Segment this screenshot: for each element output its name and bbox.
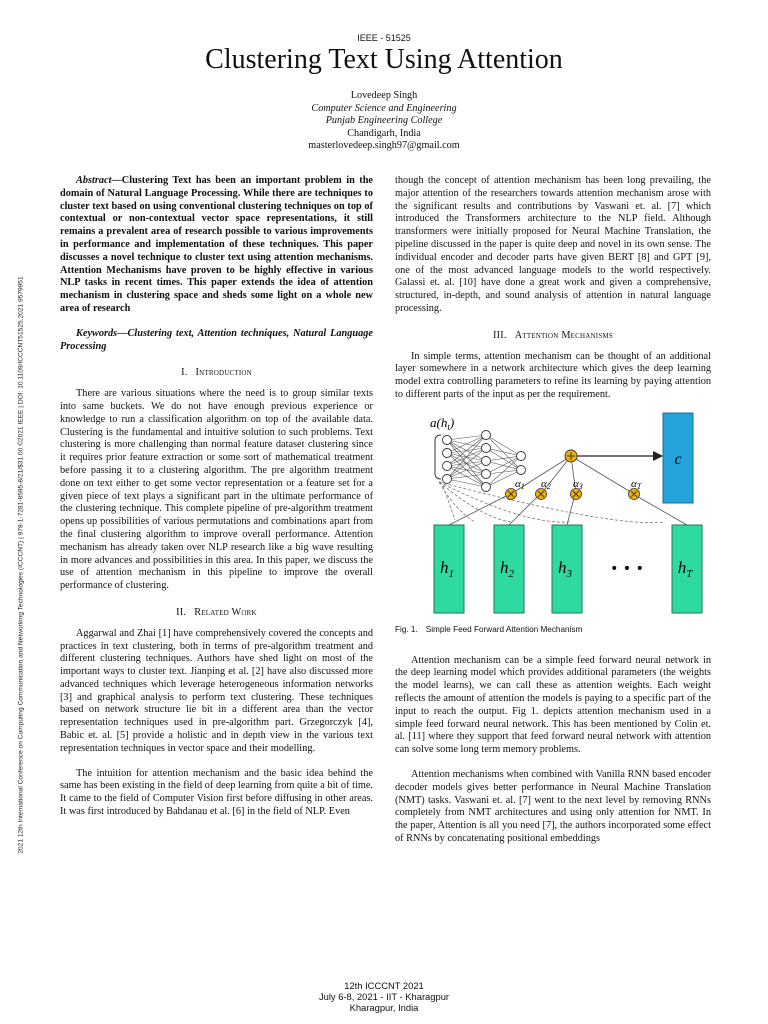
keywords-dash: —	[117, 327, 128, 339]
section-title: Introduction	[195, 367, 252, 379]
a-ht-label: $a(h_t)$	[430, 414, 455, 432]
section-numeral: I.	[181, 367, 188, 379]
abstract-text: Clustering Text has been an important problem in the domain of Natural Language Processing. While there are techniques to cluster text based on using conventional clustering techniques on top of contextual or non-contextual vector space representations, it still remains a prevalent area of research possible to various improvements in performance and implementation of these techniques. This paper discusses a novel technique to cluster text using attention mechanisms. Attention Mechanisms have proven to be highly effective in various NLP tasks in recent times. This paper extends the idea of attention mechanism in clustering space and sheds some light on a whole new area of research	[60, 175, 373, 314]
section-title: Related Work	[194, 606, 257, 618]
section-heading-introduction	[60, 367, 373, 380]
related-paragraph: The intuition for attention mechanism and the basic idea behind the same has been existing in the field of deep learning from quite a bit of time. It came to the field of Computer Vision first before diffusing in other areas. It was first introduced by Bahdanau et al. [6] in the field of NLP. Even	[60, 767, 373, 818]
footer-line-2: July 6-8, 2021 - IIT - Kharagpur	[318, 991, 450, 1002]
figure-attention-diagram	[395, 410, 711, 620]
attention-diagram-svg	[395, 410, 711, 620]
author-department: Computer Science and Engineering	[311, 102, 457, 114]
network-nodes	[443, 430, 526, 491]
svg-text:h3: $h_3$	[558, 557, 572, 580]
abstract-dash: —	[111, 175, 122, 186]
figure-caption	[395, 624, 711, 637]
keywords	[60, 328, 373, 354]
left-column	[60, 175, 373, 819]
keywords-text: Clustering text, Attention techniques, Natural Language Processing	[60, 327, 373, 352]
svg-text:α2: α2	[541, 477, 551, 491]
multiply-nodes	[506, 488, 640, 499]
section-numeral: II.	[176, 606, 187, 618]
svg-text:αT: αT	[631, 477, 642, 491]
author-city: Chandigarh, India	[347, 127, 421, 139]
doi-sidebar	[14, 175, 28, 955]
figure-caption-text: Simple Feed Forward Attention Mechanism	[425, 624, 583, 634]
author-email: masterlovedeep.singh97@gmail.com	[308, 140, 460, 151]
context-label: c	[674, 450, 682, 468]
footer-line-3: Kharagpur, India	[349, 1002, 419, 1013]
right-column	[395, 175, 711, 846]
section-title: Attention Mechanisms	[514, 329, 613, 341]
related-continuation: though the concept of attention mechanism has been long prevailing, the major attention of the researchers towards attention mechanism arose with the significant results and contributions by Vaswani et. al. [7] which introduced the Transformers architecture to the NLP field. Although transformers were initially proposed for Neural Machine Translation, the pipeline discussed in the paper is quite deep and novel in its own sense. The individual encoder and decoder parts have given BERT [8] and GPT [9], one of the most advanced language models to the world respectively. Galassi et. al. [10] have done a great work and given a comprehensive, structured, in-depth, and sound analysis of attention in natural language processing.	[395, 175, 711, 314]
author-block	[0, 90, 768, 153]
figure-label: Fig. 1.	[395, 624, 418, 634]
section-heading-attention	[395, 330, 711, 343]
page-footer	[0, 980, 768, 1013]
section-numeral: III.	[493, 329, 507, 341]
attention-paragraph: Attention mechanism can be a simple feed forward neural network in the deep learning model which provides additional parameters (the weights the model learns), we can call these as attention weights. Each weight reflects the amount of attention the models is paying to a specific part of the input to reach the output. Fig 1. depicts attention mechanism used in a simple feed forward neural network. This has been mentioned by Colin et. al. [11] where they support that feed forward neural network with attention can solve some long term memory problems.	[395, 654, 711, 756]
arrow-head	[653, 451, 663, 461]
section-heading-related-work	[60, 607, 373, 620]
author-name: Lovedeep Singh	[350, 90, 418, 101]
doi-sidebar-text: 2021 12th International Conference on Computing Communication and Networking Technologies (ICCCNT) | 978-1-7281-8595-8/21/$31.00 ©2021 IEEE | DOI: 10.1109/ICCCNT51525.2021.9579951	[17, 276, 25, 854]
footer-line-1: 12th ICCCNT 2021	[344, 980, 424, 991]
abstract	[60, 175, 373, 316]
alpha-labels	[515, 478, 642, 491]
svg-text:h1: $h_1$	[440, 557, 454, 580]
keywords-lead: Keywords	[76, 327, 118, 339]
svg-text:h2: $h_2$	[500, 557, 514, 580]
svg-text:α3: α3	[573, 477, 583, 491]
conference-id: IEEE - 51525	[357, 33, 411, 43]
input-bracket	[435, 435, 441, 479]
attention-paragraph: In simple terms, attention mechanism can be thought of an additional layer somewhere in a network architecture which gives the deep learning model extra controlling parameters to refine its learning by paying attention to different parts of the input as per the requirement.	[395, 350, 711, 400]
author-college: Punjab Engineering College	[325, 115, 443, 126]
intro-paragraph: There are various situations where the need is to group similar texts into same buckets. We do not have enough previous experience or knowledge to run a classification algorithm on top of the available data. Clustering is the fundamental and intuitive solution to such problems. Text clustering is more challenging than normal feature dataset clustering since it requires prior feature extraction or some sort of mathematical treatment before passing it to a clustering algorithm. The pre algorithm treatment done on text either to get some vector representation or a feature set for a given piece of text plays a significant part in the ultimate performance of the clustering technique. This complete pipeline of pre-algorithm treatment opens up possibilities of various permutations and combinations apart from the final clustering algorithm to improve overall performance. Attention mechanism has already taken over NLP research like a big wave resulting in more advances and possibilities in this area. In this paper, we discuss the use of attention mechanism in this pipeline to improve the overall performance of clustering.	[60, 388, 373, 592]
abstract-lead: Abstract	[76, 175, 112, 186]
ellipsis: • • •	[610, 560, 644, 577]
attention-paragraph: Attention mechanisms when combined with Vanilla RNN based encoder decoder models gives better performance in Neural Machine Translation (NMT) tasks. Vaswani et. al. [7] went to the next level by removing RNNs completely from NMT architectures and using only attention for NMT. In the paper, Attention is all you need [7], the authors incorporated some effect of RNNs by concatenating positional embeddings	[395, 768, 711, 844]
paper-title: Clustering Text Using Attention	[205, 44, 563, 75]
related-paragraph: Aggarwal and Zhai [1] have comprehensively covered the concepts and practices in text clustering, both in terms of pre-algorithm treatment and different clustering techniques. Authors have shed light on most of the important ways to cluster text. Jianping et al. [2] have also discussed more advanced techniques which leverage heterogeneous information networks [3] and graphical analysis to perform text clustering. These techniques based on network structure lie bit in a different area than the vector representation techniques used in pre-algorithm part. Grzegorczyk [4], Babic et. al. [5] provide a holistic and in depth view in the various text representation techniques in vector space and their modelling.	[60, 627, 373, 754]
svg-text:α1: α1	[515, 477, 525, 491]
svg-text:hT: $h_T$	[677, 557, 693, 580]
